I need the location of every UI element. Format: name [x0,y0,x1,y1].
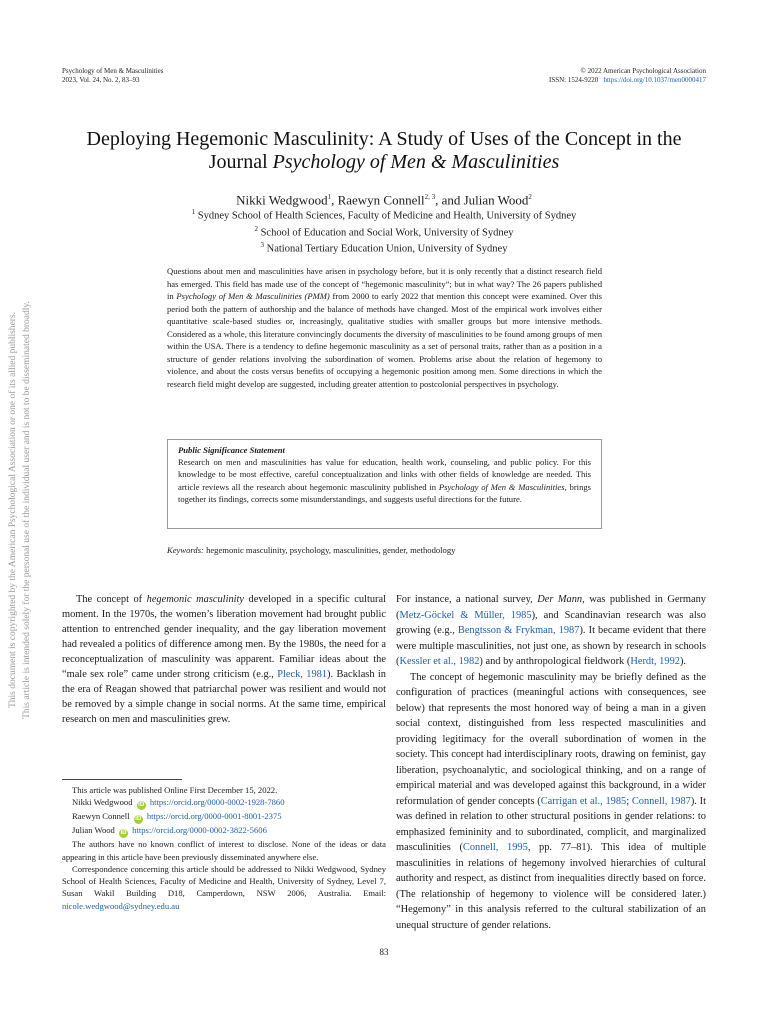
abstract-part-2: from 2000 to early 2022 that mention this concept were examined. Over this period both the pattern of authorship and the balance of methods have changed. Most of the empirical work involves either quantitative scale-based studies or, increasingly, qualitative studies with smaller groups but more intensive methods. Considered as a whole, this literature convincingly documents the diversity of masculinities to be found among groups of men within the USA. There is a tendency to define hegemonic masculinity as a set of personal traits, rather than as a position in a structure of gender relations involving the subordination of women. Problems arise about the relation of hegemony to violence, and about the costs versus benefits of occupying a hegemonic position among men. Some directions in which the research field might develop are suggested, including greater attention to postcolonial perspectives in psychology. [167,291,603,389]
issn-doi-line [549,76,706,85]
title-line-2-prefix: Journal [208,151,273,173]
citation-link[interactable]: Kessler et al., 1982 [399,656,480,667]
body-column-right [396,592,706,933]
affiliation-2-text: School of Education and Social Work, University of Sydney [257,227,514,238]
significance-part-2: , brings together its findings, corrects some misunderstandings, and suggests useful directions for the future. [178,481,592,504]
orcid-author-name: Raewyn Connell [72,811,130,822]
issn: ISSN: 1524-9220 [549,76,599,84]
footnote-divider [62,779,182,780]
running-header-right [549,67,706,85]
citation-link[interactable]: Carrigan et al., 1985 [540,795,627,807]
text-run: ), and Scandinavian research was also growing (e.g., [396,609,707,636]
affiliation-1-text: Sydney School of Health Sciences, Faculty of Medicine and Health, University of Sydney [195,210,577,222]
text-run: ; [626,795,632,807]
page-number: 83 [379,947,389,957]
body-paragraph [396,592,706,670]
journal-name: Psychology of Men & Masculinities [62,67,164,75]
text-run: ) and by anthropological fieldwork ( [479,656,631,667]
orcid-row [62,796,386,810]
citation-link[interactable]: Connell, 1995 [462,842,528,853]
orcid-link[interactable]: https://orcid.org/0000-0002-3822-5606 [132,825,267,836]
abstract-part-1: Questions about men and masculinities have arisen in psychology before, but it is only recently that a distinct research field has emerged. This field has made use of the concept of “hegemonic masculinity”; but in what way? The 26 papers published in [167,266,602,301]
text-run: , pp. 77–81). This idea of multiple masculinities in relations of hegemony involved hierarchies of cultural authority and respect, as distinct from inequalities directly based on force. (The relationship of hegemony to violence will be considered later.) “Hegemony” in this analysis referred to the cultural stabilization of an unequal structure of gender relations. [396,842,706,931]
citation-link[interactable]: Pleck, 1981 [277,669,328,680]
title-line-2 [40,151,728,174]
body-column-left [62,592,386,727]
text-run: was published in Germany ( [396,594,706,621]
footnotes [62,784,386,912]
public-significance-statement [167,439,602,529]
orcid-row [62,824,386,838]
citation-link[interactable]: Metz-Göckel & Müller, 1985 [399,609,532,621]
orcid-icon: iD [138,802,145,809]
copyright-side-notice [6,230,34,790]
orcid-icon: iD [120,830,127,837]
author-3-sup: 2 [528,193,532,201]
orcid-link[interactable]: https://orcid.org/0000-0002-1928-7860 [149,797,285,808]
keywords-label: Keywords: [167,545,204,555]
italic-term: Der Mann, [537,594,585,605]
conflict-note: The authors have no known conflict of interest to disclose. None of the ideas or data appearing in this article have been previously disseminated anywhere else. [62,839,386,862]
author-3: , and Julian Wood [435,192,529,208]
text-run: developed in a specific cultural moment. In the 1970s, the women’s liberation movement had brought public attention to entrenched gender inequality, and the gay liberation movement had revealed a politics of difference among men. By the 1980s, the need for a reconceptualization of masculinity was apparent. Familiar ideas about the “male sex role” came under strong criticism (e.g., [62,594,386,680]
doi-link[interactable]: https://doi.org/10.1037/men0000417 [603,76,706,84]
journal-volume: 2023, Vol. 24, No. 2, 83–93 [62,76,140,84]
affiliation-1-sup: 1 [191,208,196,216]
significance-part-1: Research on men and masculinities has value for education, health work, counseling, and public policy. For this knowledge to be most effective, careful conceptualization and links with other fields of knowledge are needed. This article reviews all the research about hegemonic masculinity published in [178,457,591,492]
significance-journal-name: Psychology of Men & Masculinities [438,481,565,492]
affiliations [0,206,768,256]
text-run: The concept of [76,594,147,605]
citation-link[interactable]: Bengtsson & Frykman, 1987 [457,625,580,636]
running-header-left [62,67,164,85]
text-run: For instance, a national survey, [396,594,538,605]
author-2: , Raewyn Connell [331,192,425,208]
citation-link[interactable]: Connell, 1987 [631,795,691,807]
affiliation-1 [0,206,768,223]
correspondence-text: Correspondence concerning this article should be addressed to Nikki Wedgwood, Sydney School of Health Sciences, Faculty of Medicine and Health, University of Sydney, Level 7, Susan Wakil Building D18, Camperdown, NSW 2006, Australia. Email: [62,863,386,899]
author-1-sup: 1 [327,193,332,201]
title-line-1: Deploying Hegemonic Masculinity: A Study of Uses of the Concept in the [86,128,682,150]
author-2-sup: 2, 3 [424,193,436,201]
correspondence-note [62,863,386,912]
side-notice-line-1: This document is copyrighted by the American Psychological Association or one of its allied publishers. [8,311,18,709]
affiliation-3-text: National Tertiary Education Union, University of Sydney [264,243,508,255]
text-run: ). It was defined in relation to other structural positions in gender relations: to emphasized femininity and to subordinated, complicit, and marginalized masculinities ( [396,795,706,853]
keywords-list: hegemonic masculinity, psychology, masculinities, gender, methodology [203,545,456,555]
affiliation-3 [0,239,768,256]
abstract [167,265,602,390]
text-run: The concept of hegemonic masculinity may be briefly defined as the configuration of practices (meaningful actions with consequences, see below) that represents the most honored way of being a man in a given social context, distinguished from less respected masculinities and providing legitimacy for the overall subordination of women in the society. This concept had interdisciplinary roots, drawing on feminist, gay liberation, psychoanalytic, and sociological thinking, and on a range of empirical material and was developed against this background, in a wider reformulation of gender concepts ( [396,671,706,807]
body-paragraph [62,592,386,727]
orcid-link[interactable]: https://orcid.org/0000-0001-8001-2375 [146,811,282,822]
orcid-author-name: Julian Wood [72,825,115,836]
citation-link[interactable]: Herdt, 1992 [630,656,680,667]
author-1: Nikki Wedgwood [236,192,328,208]
text-run: ). [679,656,687,667]
orcid-author-name: Nikki Wedgwood [72,797,133,808]
significance-body [178,456,591,505]
article-title [40,128,728,174]
affiliation-3-sup: 3 [260,241,265,249]
significance-title: Public Significance Statement [178,445,285,455]
email-link[interactable]: nicole.wedgwood@sydney.edu.au [62,900,180,911]
published-note: This article was published Online First December 15, 2022. [72,785,278,795]
affiliation-2-sup: 2 [254,224,258,233]
abstract-journal-name: Psychology of Men & Masculinities (PMM) [176,291,330,301]
keywords [167,545,455,556]
affiliation-2 [0,223,768,240]
orcid-row [62,810,386,824]
side-notice-line-2: This article is intended solely for the personal use of the individual user and is not to be disseminated broadly. [22,301,32,719]
orcid-icon: iD [135,816,142,823]
copyright-line: © 2022 American Psychological Association [580,67,706,75]
text-run: ). Backlash in the era of Reagan showed that patriarchal power was resilient and would not be removed by a simple change in social norms. At the same time, empirical research on men and masculinities grew. [62,669,386,725]
title-journal-name: Psychology of Men & Masculinities [272,151,560,173]
italic-term: hegemonic masculinity [146,594,245,605]
body-paragraph [396,670,706,934]
text-run: ). It became evident that there were multiple masculinities, not just one, as shown by research in schools ( [396,625,706,667]
